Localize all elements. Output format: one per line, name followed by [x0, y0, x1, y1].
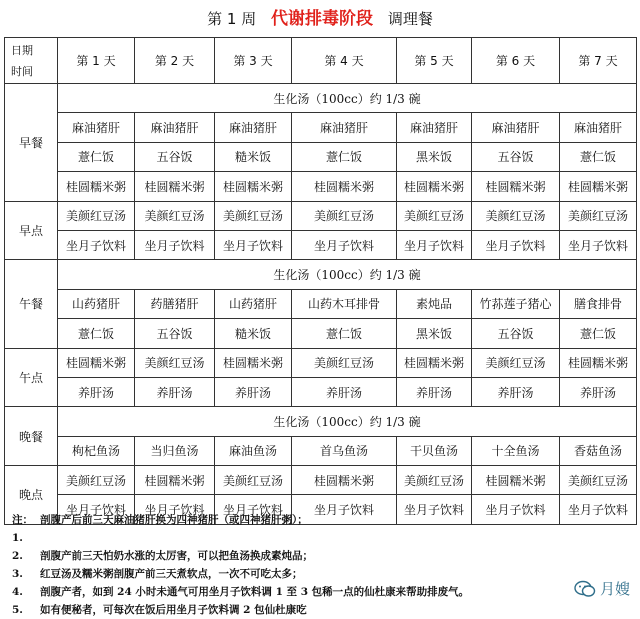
watermark-text: 月嫂	[599, 580, 630, 598]
dish-cell: 十全鱼汤	[472, 436, 560, 465]
dish-cell: 养肝汤	[560, 377, 637, 406]
dish-cell: 香菇鱼汤	[560, 436, 637, 465]
dish-cell: 坐月子饮料	[135, 495, 215, 524]
dish-row	[5, 142, 637, 171]
soup-row	[5, 407, 637, 436]
time-label: 时间	[11, 65, 33, 78]
dish-cell: 美颜红豆汤	[397, 201, 472, 230]
day-header: 第 7 天	[560, 38, 637, 84]
dish-cell: 桂圆糯米粥	[58, 348, 135, 377]
dish-cell: 美颜红豆汤	[560, 201, 637, 230]
dish-cell: 养肝汤	[397, 377, 472, 406]
dish-cell: 桂圆糯米粥	[135, 172, 215, 201]
dish-cell: 养肝汤	[472, 377, 560, 406]
dish-cell: 麻油猪肝	[215, 113, 292, 142]
day-header: 第 4 天	[292, 38, 397, 84]
dish-row	[5, 436, 637, 465]
dish-cell: 桂圆糯米粥	[292, 466, 397, 495]
note-prefix: 5.	[12, 604, 23, 616]
dish-cell: 坐月子饮料	[58, 230, 135, 259]
wechat-bubble-icon	[574, 580, 596, 598]
dish-cell: 膳食排骨	[560, 289, 637, 318]
soup-cell: 生化汤（100cc）约 1/3 碗	[58, 260, 637, 289]
note-line	[12, 601, 636, 619]
dish-cell: 美颜红豆汤	[472, 348, 560, 377]
dish-cell: 桂圆糯米粥	[472, 466, 560, 495]
soup-cell: 生化汤（100cc）约 1/3 碗	[58, 407, 637, 436]
dish-cell: 养肝汤	[135, 377, 215, 406]
soup-cell: 生化汤（100cc）约 1/3 碗	[58, 84, 637, 113]
dish-cell: 糙米饭	[215, 319, 292, 348]
note-text: 剖腹产前三天怕奶水涨的太厉害，可以把鱼汤换成素炖品；	[40, 550, 313, 562]
dish-cell: 桂圆糯米粥	[215, 172, 292, 201]
dish-row	[5, 230, 637, 259]
meal-label: 午点	[5, 348, 58, 407]
day-header: 第 6 天	[472, 38, 560, 84]
dish-cell: 养肝汤	[58, 377, 135, 406]
dish-cell: 五谷饭	[135, 142, 215, 171]
dish-cell: 五谷饭	[472, 142, 560, 171]
day-header: 第 5 天	[397, 38, 472, 84]
dish-cell: 薏仁饭	[292, 142, 397, 171]
dish-cell: 山药猪肝	[58, 289, 135, 318]
dish-cell: 美颜红豆汤	[472, 201, 560, 230]
dish-cell: 美颜红豆汤	[215, 466, 292, 495]
watermark	[572, 578, 632, 599]
dish-cell: 坐月子饮料	[215, 495, 292, 524]
meal-label: 晚餐	[5, 407, 58, 466]
dish-row	[5, 172, 637, 201]
dish-cell: 薏仁饭	[58, 319, 135, 348]
meal-label: 早点	[5, 201, 58, 260]
dish-cell: 美颜红豆汤	[292, 348, 397, 377]
dish-cell: 坐月子饮料	[472, 495, 560, 524]
dish-cell: 当归鱼汤	[135, 436, 215, 465]
dish-cell: 美颜红豆汤	[292, 201, 397, 230]
day-header: 第 2 天	[135, 38, 215, 84]
note-text: 剖腹产者，如到 24 小时未通气可用坐月子饮料调 1 至 3 包稀一点的仙杜康来帮助排废气。	[40, 586, 470, 598]
notes-section	[4, 509, 636, 616]
day-header: 第 1 天	[58, 38, 135, 84]
note-line	[12, 565, 636, 583]
meal-label: 早餐	[5, 84, 58, 202]
dish-cell: 薏仁饭	[292, 319, 397, 348]
dish-row	[5, 466, 637, 495]
dish-cell: 桂圆糯米粥	[397, 172, 472, 201]
note-prefix: 2.	[12, 550, 23, 562]
dish-cell: 五谷饭	[135, 319, 215, 348]
dish-cell: 桂圆糯米粥	[560, 172, 637, 201]
meal-label: 午餐	[5, 260, 58, 348]
dish-cell: 麻油猪肝	[472, 113, 560, 142]
soup-row	[5, 84, 637, 113]
dish-cell: 药膳猪肝	[135, 289, 215, 318]
dish-row	[5, 348, 637, 377]
dish-cell: 麻油猪肝	[58, 113, 135, 142]
dish-cell: 坐月子饮料	[397, 230, 472, 259]
dish-cell: 薏仁饭	[58, 142, 135, 171]
dish-cell: 山药猪肝	[215, 289, 292, 318]
date-label: 日期	[11, 44, 33, 57]
dish-cell: 黑米饭	[397, 142, 472, 171]
header-corner-cell	[5, 38, 58, 84]
dish-cell: 坐月子饮料	[215, 230, 292, 259]
dish-cell: 干贝鱼汤	[397, 436, 472, 465]
dish-cell: 坐月子饮料	[560, 495, 637, 524]
note-text: 剖腹产后前三天麻油猪肝换为四神猪肝（或四神猪肝粥）；	[40, 514, 308, 526]
dish-cell: 桂圆糯米粥	[135, 466, 215, 495]
dish-cell: 坐月子饮料	[292, 495, 397, 524]
dish-cell: 糙米饭	[215, 142, 292, 171]
day-header: 第 3 天	[215, 38, 292, 84]
dish-cell: 麻油猪肝	[560, 113, 637, 142]
meal-label: 晚点	[5, 466, 58, 525]
dish-cell: 美颜红豆汤	[397, 466, 472, 495]
title-prefix: 第 1 周	[207, 10, 257, 28]
note-line	[12, 583, 636, 601]
dish-row	[5, 319, 637, 348]
dish-row	[5, 377, 637, 406]
dish-cell: 坐月子饮料	[292, 230, 397, 259]
dish-cell: 桂圆糯米粥	[292, 172, 397, 201]
dish-cell: 坐月子饮料	[560, 230, 637, 259]
soup-row	[5, 260, 637, 289]
dish-cell: 坐月子饮料	[472, 230, 560, 259]
dish-cell: 美颜红豆汤	[215, 201, 292, 230]
note-prefix: 4.	[12, 586, 23, 598]
dish-row	[5, 201, 637, 230]
title-highlight: 代谢排毒阶段	[271, 9, 374, 29]
dish-cell: 枸杞鱼汤	[58, 436, 135, 465]
dish-cell: 薏仁饭	[560, 142, 637, 171]
dish-cell: 美颜红豆汤	[135, 201, 215, 230]
dish-cell: 坐月子饮料	[58, 495, 135, 524]
note-text: 如有便秘者，可每次在饭后用坐月子饮料调 2 包仙杜康吃	[40, 604, 307, 616]
note-text: 红豆汤及糯米粥剖腹产前三天煮软点，一次不可吃太多；	[40, 568, 303, 580]
note-line	[12, 547, 636, 565]
dish-cell: 养肝汤	[292, 377, 397, 406]
dish-cell: 美颜红豆汤	[58, 466, 135, 495]
note-prefix: 注：1.	[12, 514, 33, 544]
meal-plan-table	[4, 37, 637, 525]
dish-cell: 桂圆糯米粥	[397, 348, 472, 377]
dish-cell: 黑米饭	[397, 319, 472, 348]
dish-cell: 首乌鱼汤	[292, 436, 397, 465]
dish-cell: 美颜红豆汤	[58, 201, 135, 230]
dish-cell: 坐月子饮料	[135, 230, 215, 259]
dish-cell: 麻油猪肝	[292, 113, 397, 142]
note-prefix: 3.	[12, 568, 23, 580]
dish-cell: 素炖品	[397, 289, 472, 318]
dish-cell: 麻油鱼汤	[215, 436, 292, 465]
title-suffix: 调理餐	[387, 10, 433, 28]
dish-cell: 麻油猪肝	[397, 113, 472, 142]
header-row	[5, 38, 637, 84]
page-title	[0, 4, 640, 34]
dish-cell: 麻油猪肝	[135, 113, 215, 142]
dish-cell: 竹荪莲子猪心	[472, 289, 560, 318]
dish-cell: 美颜红豆汤	[560, 466, 637, 495]
dish-cell: 养肝汤	[215, 377, 292, 406]
dish-cell: 桂圆糯米粥	[472, 172, 560, 201]
dish-cell: 薏仁饭	[560, 319, 637, 348]
dish-cell: 桂圆糯米粥	[58, 172, 135, 201]
dish-cell: 桂圆糯米粥	[560, 348, 637, 377]
note-line	[12, 511, 636, 547]
dish-cell: 山药木耳排骨	[292, 289, 397, 318]
dish-row	[5, 113, 637, 142]
dish-row	[5, 289, 637, 318]
dish-cell: 五谷饭	[472, 319, 560, 348]
dish-cell: 桂圆糯米粥	[215, 348, 292, 377]
dish-cell: 坐月子饮料	[397, 495, 472, 524]
dish-cell: 美颜红豆汤	[135, 348, 215, 377]
